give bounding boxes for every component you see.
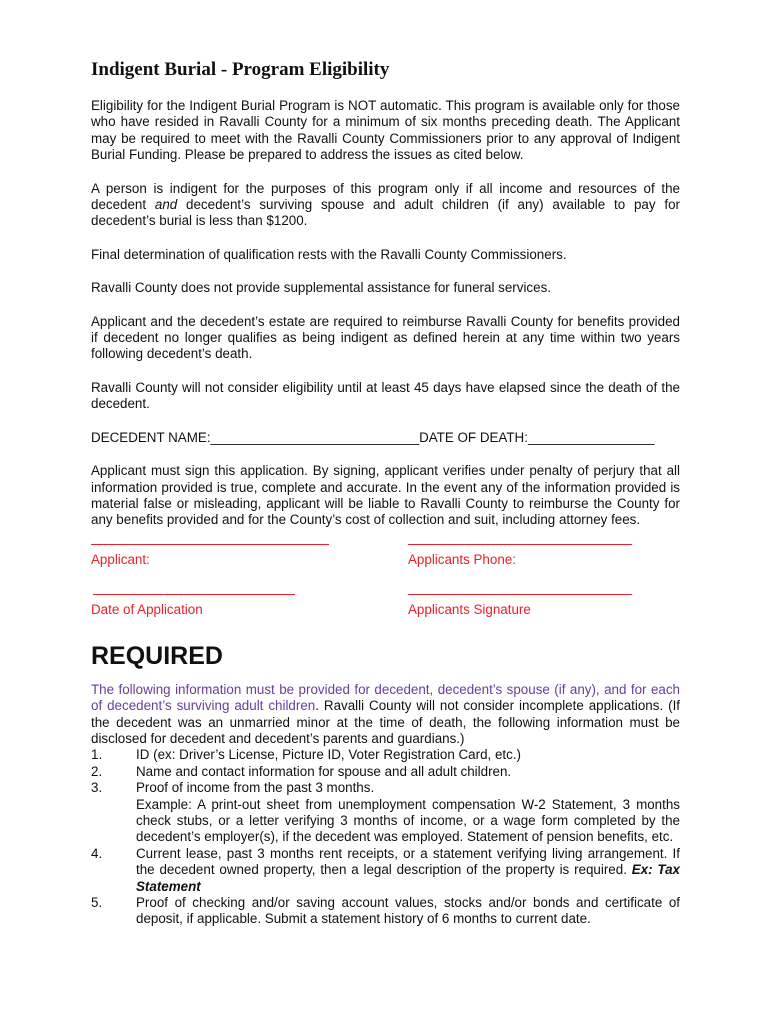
required-heading: REQUIRED xyxy=(91,641,223,670)
indigent-text-emphasis: and xyxy=(154,197,178,213)
applicant-signature-label: Applicants Signature xyxy=(408,601,531,617)
applicant-phone-label: Applicants Phone: xyxy=(408,551,516,567)
date-of-application-line xyxy=(93,594,295,595)
signature-fields xyxy=(91,544,680,634)
decedent-name-label: DECEDENT NAME: xyxy=(91,429,211,445)
applicant-signature-field[interactable] xyxy=(408,594,632,618)
applicant-phone-line xyxy=(408,544,632,545)
list-item xyxy=(91,764,680,780)
applicant-phone-field[interactable] xyxy=(408,544,632,568)
date-of-death-field[interactable]: _________________ xyxy=(527,429,655,445)
required-intro-text: . Ravalli County will not consider incomplete applications. (If the decedent was an unmarried minor at the time of death, the following information must be disclosed for decedent and decedent’s parents and guardians.) xyxy=(91,698,681,746)
date-of-death-label: DATE OF DEATH: xyxy=(419,429,528,445)
list-item-number: 5. xyxy=(91,895,103,910)
required-intro-paragraph xyxy=(91,682,680,748)
applicant-field[interactable] xyxy=(91,544,329,568)
indigent-text-c: decedent’s surviving spouse and adult children (if any) available to pay for decedent’s burial is less than $1200. xyxy=(91,197,680,229)
list-item-number: 1. xyxy=(91,747,103,763)
list-item xyxy=(91,846,680,895)
decedent-name-field[interactable]: ____________________________ xyxy=(210,429,420,445)
list-item-number: 2. xyxy=(91,763,103,779)
decedent-info-line xyxy=(91,430,680,446)
date-of-application-label: Date of Application xyxy=(91,601,203,617)
commissioners-text: The Applicant may be required to meet with the Ravalli County Commissioners prior to any approval of Indigent Burial Funding. Please be prepared to address the issues as cited below. xyxy=(91,114,680,163)
list-item xyxy=(91,895,680,928)
list-item-number: 4. xyxy=(91,845,103,861)
list-item-example: Example: A print-out sheet from unemployment compensation W-2 Statement, 3 months check stubs, or a letter verifying 3 months of income, or a wage form completed by the decedent’s employer(s), if the decedent was employed. Statement of pension benefits, etc. xyxy=(136,796,680,845)
applicant-signature-line xyxy=(408,594,632,595)
required-items-list xyxy=(91,747,680,927)
list-item xyxy=(91,780,680,846)
applicant-label: Applicant: xyxy=(91,551,150,567)
document-page xyxy=(91,58,680,928)
list-item-emphasis: Ex: Tax Statement xyxy=(136,862,680,894)
list-item-text: Proof of checking and/or saving account values, stocks and/or bonds and certificate of deposit, if applicable. Submit a statement history of 6 months to current date. xyxy=(136,895,680,927)
indigent-definition-paragraph xyxy=(91,181,680,230)
date-of-application-field[interactable] xyxy=(93,594,295,618)
reimbursement-paragraph: Applicant and the decedent’s estate are required to reimburse Ravalli County for benefits provided if decedent no longer qualifies as being indigent as defined herein at any time within two years following decedent’s death. xyxy=(91,313,680,362)
perjury-paragraph: Applicant must sign this application. By signing, applicant verifies under penalty of perjury that all information provided is true, complete and accurate. In the event any of the information provided is material false or misleading, applicant will be liable to Ravalli County to reimburse the County for any benefits provided and for the County’s cost of collection and suit, including attorney fees. xyxy=(91,463,680,528)
list-item-number: 3. xyxy=(91,780,103,796)
list-item-text: Name and contact information for spouse and all adult children. xyxy=(136,763,512,779)
list-item-text: Proof of income from the past 3 months. xyxy=(136,780,375,796)
waiting-period-paragraph: Ravalli County will not consider eligibility until at least 45 days have elapsed since the death of the decedent. xyxy=(91,379,680,412)
indigent-text-a: A person is indigent for the purposes of this program only if all income and resources of the decedent xyxy=(91,180,680,213)
required-intro-highlight: The following information must be provided for decedent, decedent’s spouse (if any), and for each of decedent’s surviving adult children xyxy=(91,681,680,714)
eligibility-paragraph xyxy=(91,98,680,164)
list-item-text: Current lease, past 3 months rent receipts, or a statement verifying living arrangement. If the decedent owned property, then a legal description of the property is required. xyxy=(136,845,680,878)
final-determination-paragraph: Final determination of qualification rests with the Ravalli County Commissioners. xyxy=(91,246,567,262)
supplemental-assistance-paragraph: Ravalli County does not provide supplemental assistance for funeral services. xyxy=(91,280,551,296)
eligibility-text: Eligibility for the Indigent Burial Program is NOT automatic. This program is available only for those who have resided in Ravalli County for a minimum of six months preceding death. xyxy=(91,98,680,130)
list-item xyxy=(91,747,680,763)
list-item-text: ID (ex: Driver’s License, Picture ID, Voter Registration Card, etc.) xyxy=(136,747,521,763)
page-title: Indigent Burial - Program Eligibility xyxy=(91,59,390,80)
applicant-line xyxy=(91,544,329,545)
